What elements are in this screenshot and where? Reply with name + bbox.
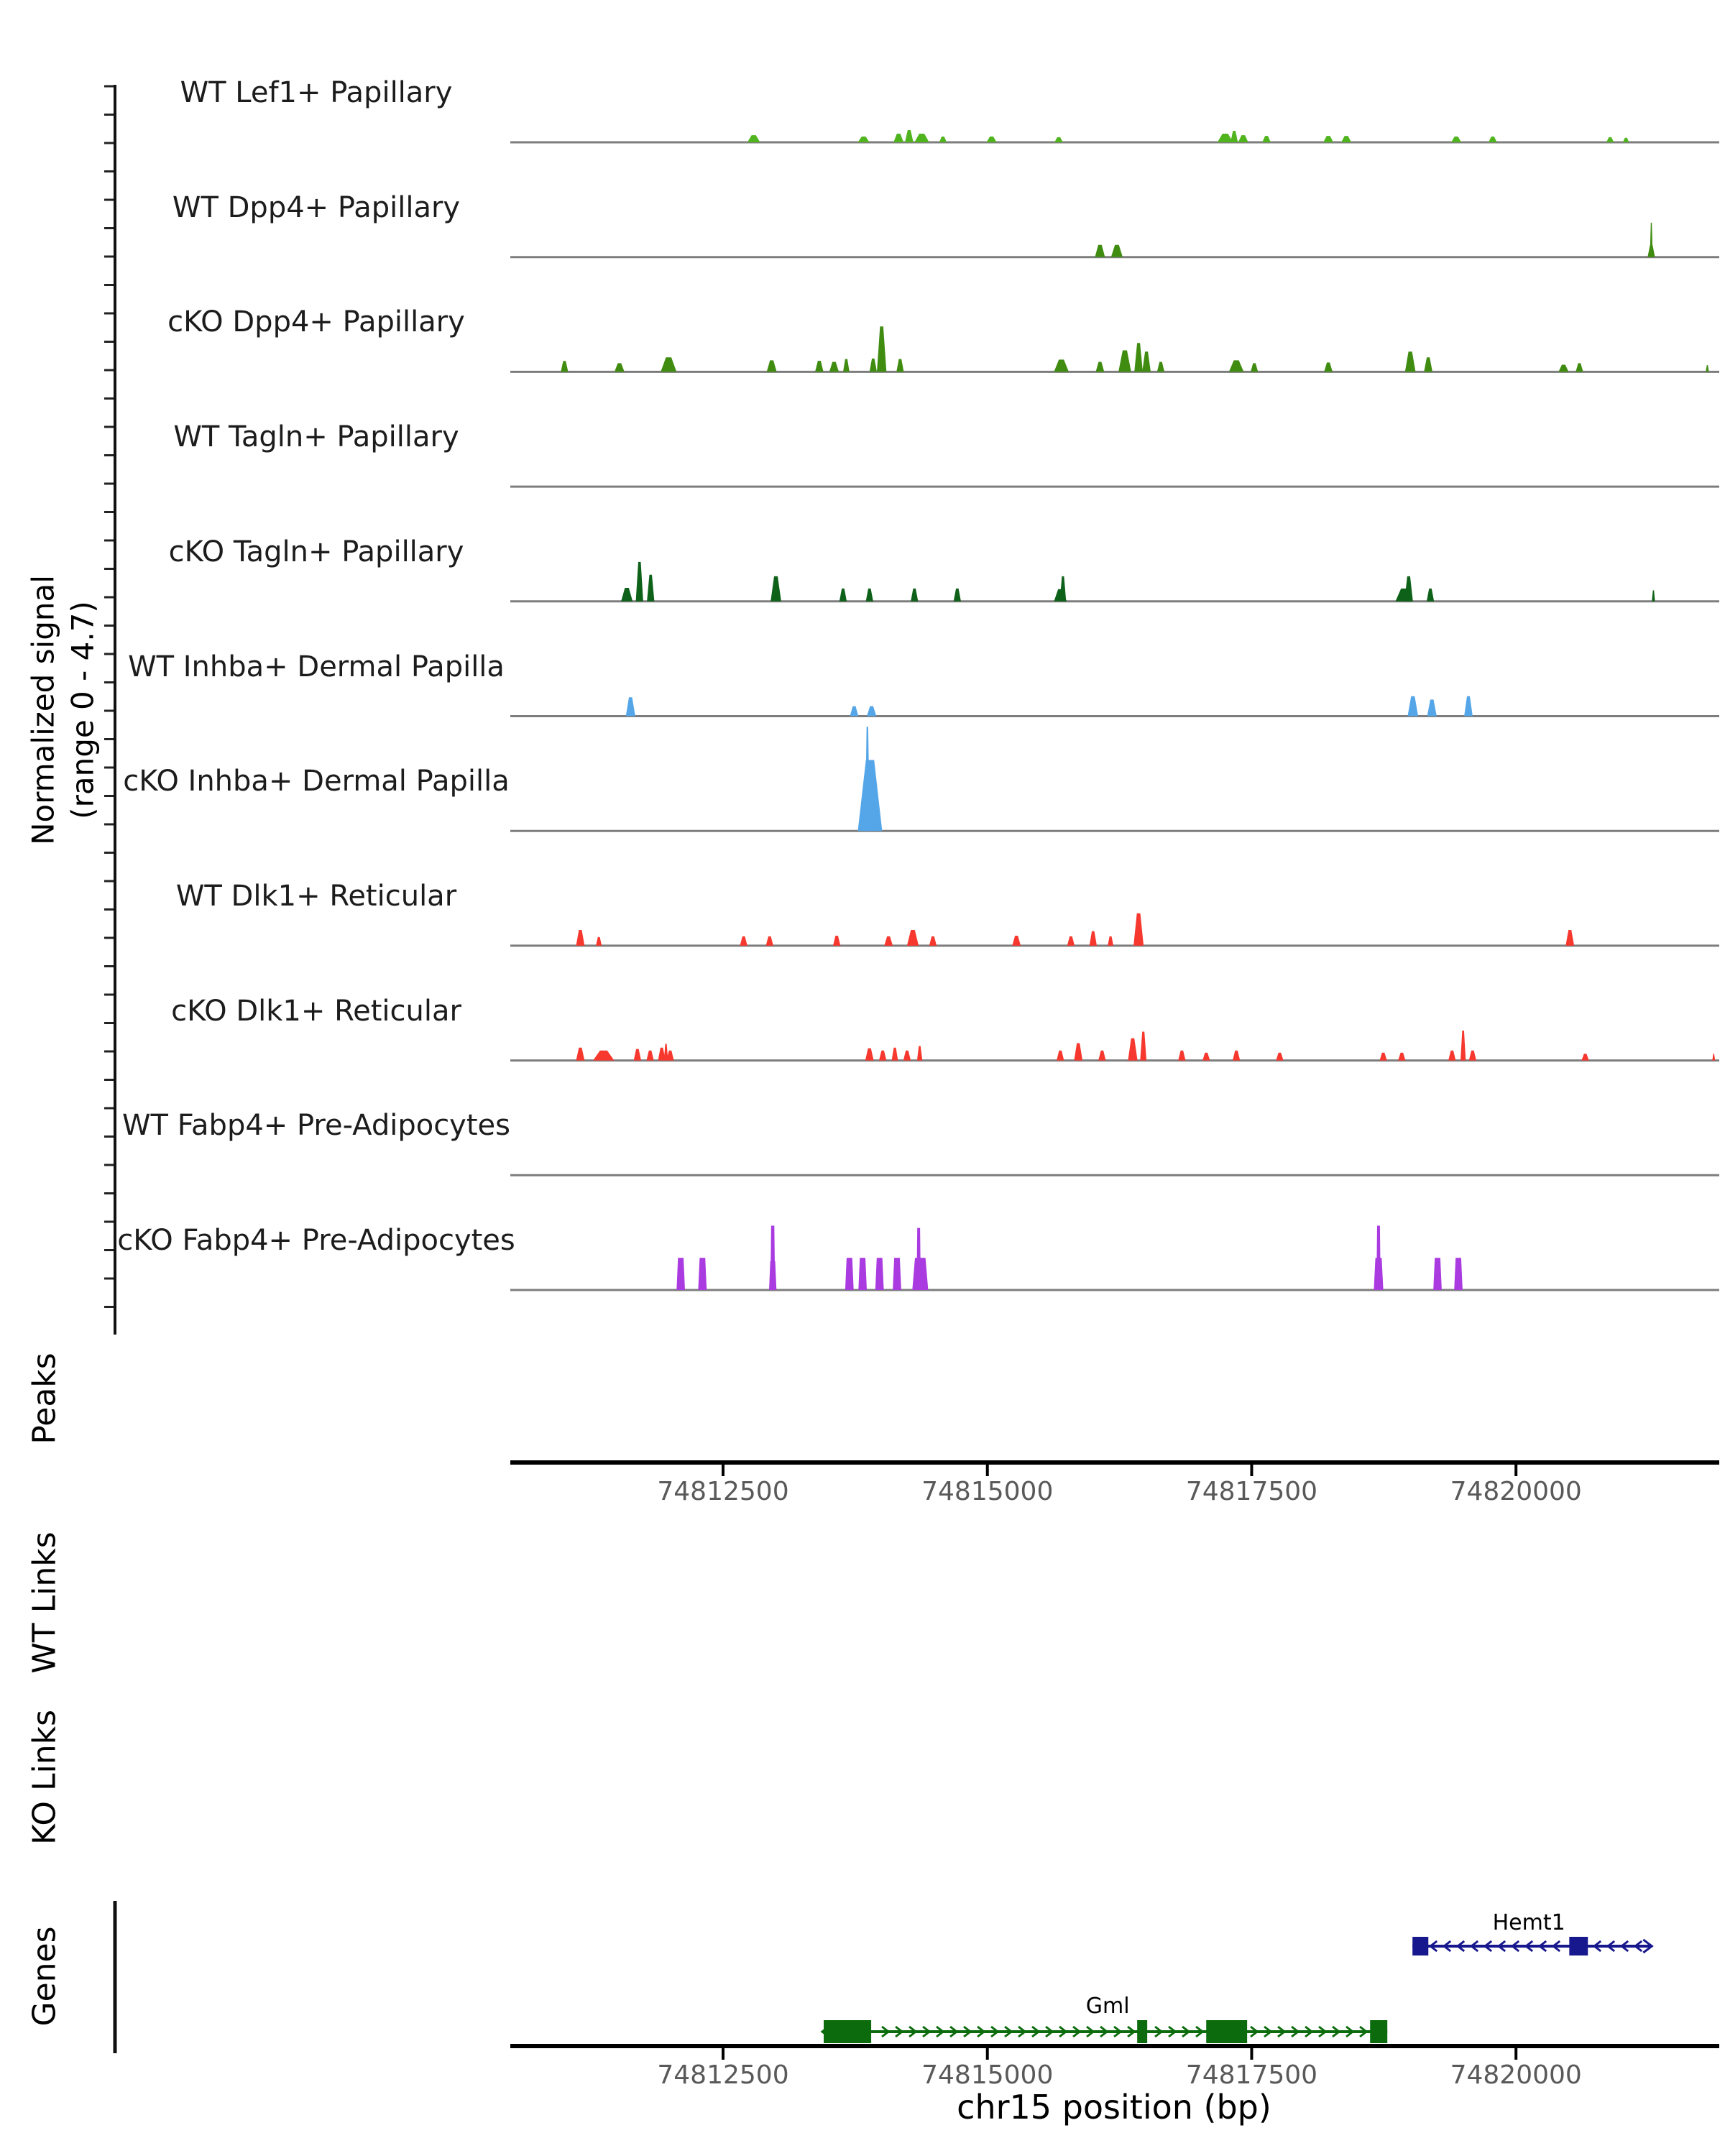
signal-peak [1233,1051,1240,1061]
signal-peak [748,135,760,142]
signal-peak [1464,696,1473,717]
track-label-9: cKO Dlk1+ Reticular [171,994,461,1028]
signal-peak [954,589,961,602]
track-label-11: cKO Fabp4+ Pre-Adipocytes [117,1224,515,1257]
signal-peak [1142,351,1151,372]
signal-peak [858,1258,867,1290]
x-axis-title: chr15 position (bp) [957,2088,1271,2127]
signal-peak [1706,365,1708,372]
signal-peak [766,936,773,946]
signal-peak [1451,137,1461,142]
signal-peak [1398,1053,1405,1061]
signal-peak [845,1258,854,1290]
signal-peak [833,936,840,946]
x-tick-label: 74812500 [657,1477,789,1506]
signal-peak [1424,357,1432,372]
signal-peak [1067,936,1075,946]
signal-peak [914,134,929,142]
signal-peak [939,137,947,142]
signal-peak [917,1046,922,1061]
signal-peak [1157,362,1164,372]
signal-peak [850,706,859,717]
gene-exon [1206,2020,1247,2043]
signal-peak [1054,137,1063,142]
y-axis-title-line1: Normalized signal [25,575,61,845]
gene-name-label: Hemt1 [1492,1910,1565,1935]
signal-peak [1581,1054,1588,1060]
signal-peak [905,130,914,142]
gene-exon [1137,2020,1147,2043]
signal-peak [916,1228,921,1290]
gene-exon [1412,1937,1428,1955]
signal-peak [626,697,635,716]
signal-peak [1095,245,1105,257]
signal-peak [1262,136,1271,142]
signal-peak [1238,135,1248,142]
x-tick-label: 74820000 [1450,1477,1582,1506]
signal-peak [1178,1051,1185,1061]
signal-peak [1565,930,1574,946]
signal-peak [593,1051,614,1061]
signal-peak [1090,931,1097,946]
signal-peak [1427,699,1437,716]
signal-peak [1489,137,1497,142]
signal-peak [893,1258,901,1290]
signal-peak [1230,131,1238,142]
signal-peak [1108,936,1113,946]
signal-peak [870,359,877,372]
signal-peak [1606,137,1614,142]
signal-peak [884,936,893,946]
x-tick-label: 74812500 [657,2060,789,2090]
signal-peak [676,1258,685,1290]
signal-peak [1140,1032,1146,1061]
signal-peak [1111,245,1123,257]
section-label-peaks: Peaks [26,1353,63,1445]
track-label-7: cKO Inhba+ Dermal Papilla [123,765,510,798]
section-label-ko-links: KO Links [26,1709,63,1846]
track-label-3: cKO Dpp4+ Papillary [167,305,465,339]
gene-exon [1569,1937,1588,1955]
signal-peak [1323,136,1333,142]
track-label-10: WT Fabp4+ Pre-Adipocytes [122,1109,510,1143]
section-label-genes: Genes [26,1926,63,2027]
track-label-6: WT Inhba+ Dermal Papilla [128,650,505,683]
signal-peak [1448,1051,1455,1061]
signal-peak [929,936,937,946]
signal-peak [576,930,585,946]
signal-peak [561,361,568,372]
signal-peak [596,937,602,946]
signal-peak [1251,363,1258,372]
signal-peak [1057,1051,1064,1061]
x-tick-label: 74815000 [921,2060,1054,2090]
signal-peak [621,588,632,602]
signal-peak [1134,343,1143,372]
signal-peak [1012,936,1021,946]
signal-peak [903,1051,911,1061]
signal-peak [815,361,824,372]
signal-peak [1652,590,1655,601]
y-axis-title-line2: (range 0 - 4.7) [65,601,100,819]
track-label-1: WT Lef1+ Papillary [180,76,453,109]
signal-peak [1405,351,1416,372]
signal-peak [1098,1051,1105,1061]
x-tick-label: 74815000 [921,1477,1054,1506]
signal-peak [987,137,997,142]
signal-peak [740,936,748,946]
signal-peak [1623,138,1629,142]
signal-peak [576,1048,585,1061]
gene-exon [1370,2020,1387,2043]
signal-peak [911,589,918,602]
signal-peak [767,360,777,372]
signal-peak [1096,362,1105,372]
signal-peak [1407,696,1418,717]
signal-peak [1558,365,1568,372]
signal-peak [829,362,839,372]
signal-peak [875,1258,884,1290]
signal-peak [893,134,903,142]
signal-peak [1460,1031,1466,1061]
signal-peak [698,1258,707,1290]
signal-peak [1650,223,1652,257]
signal-peak [1060,576,1067,602]
x-tick-label: 74817500 [1185,2060,1318,2090]
signal-peak [896,359,903,372]
signal-peak [843,359,850,372]
signal-peak [647,575,654,602]
x-tick-label: 74817500 [1185,1477,1318,1506]
gene-exon [824,2020,871,2043]
signal-peak [770,1226,776,1291]
signal-peak [892,1048,898,1061]
signal-peak [634,1049,641,1061]
signal-peak [1054,359,1069,372]
signal-peak [661,357,676,372]
signal-peak [877,326,886,372]
track-label-8: WT Dlk1+ Reticular [175,879,457,913]
signal-peak [1074,1044,1082,1061]
signal-peak [1427,589,1434,602]
track-label-4: WT Tagln+ Papillary [173,420,459,454]
signal-peak [858,760,883,831]
signal-peak [1469,1051,1476,1061]
signal-peak [770,576,781,602]
section-label-wt-links: WT Links [26,1531,63,1674]
signal-peak [867,706,876,717]
signal-peak [840,589,847,602]
signal-peak [865,1049,874,1061]
track-label-5: cKO Tagln+ Papillary [168,535,464,568]
signal-peak [1712,1054,1715,1060]
signal-peak [858,137,870,142]
signal-peak [1229,360,1244,372]
gene-name-label: Gml [1085,1994,1130,2019]
track-label-2: WT Dpp4+ Papillary [172,190,461,224]
signal-peak [1133,913,1144,946]
signal-peak [1341,136,1351,142]
signal-peak [879,1051,886,1061]
signal-peak [1128,1038,1137,1061]
signal-peak [866,589,873,602]
x-tick-label: 74820000 [1450,2060,1582,2090]
signal-peak [1454,1258,1463,1290]
signal-peak [1118,351,1131,372]
signal-peak [1433,1258,1442,1290]
signal-peak [907,930,919,946]
signal-peak [1202,1053,1210,1061]
signal-peak [1376,1226,1381,1291]
signal-peak [1380,1053,1387,1061]
signal-peak [646,1051,653,1061]
signal-peak [1576,363,1583,372]
signal-peak [1324,362,1333,372]
signal-peak [636,562,643,602]
signal-peak [615,363,625,372]
signal-peak [1276,1053,1283,1061]
